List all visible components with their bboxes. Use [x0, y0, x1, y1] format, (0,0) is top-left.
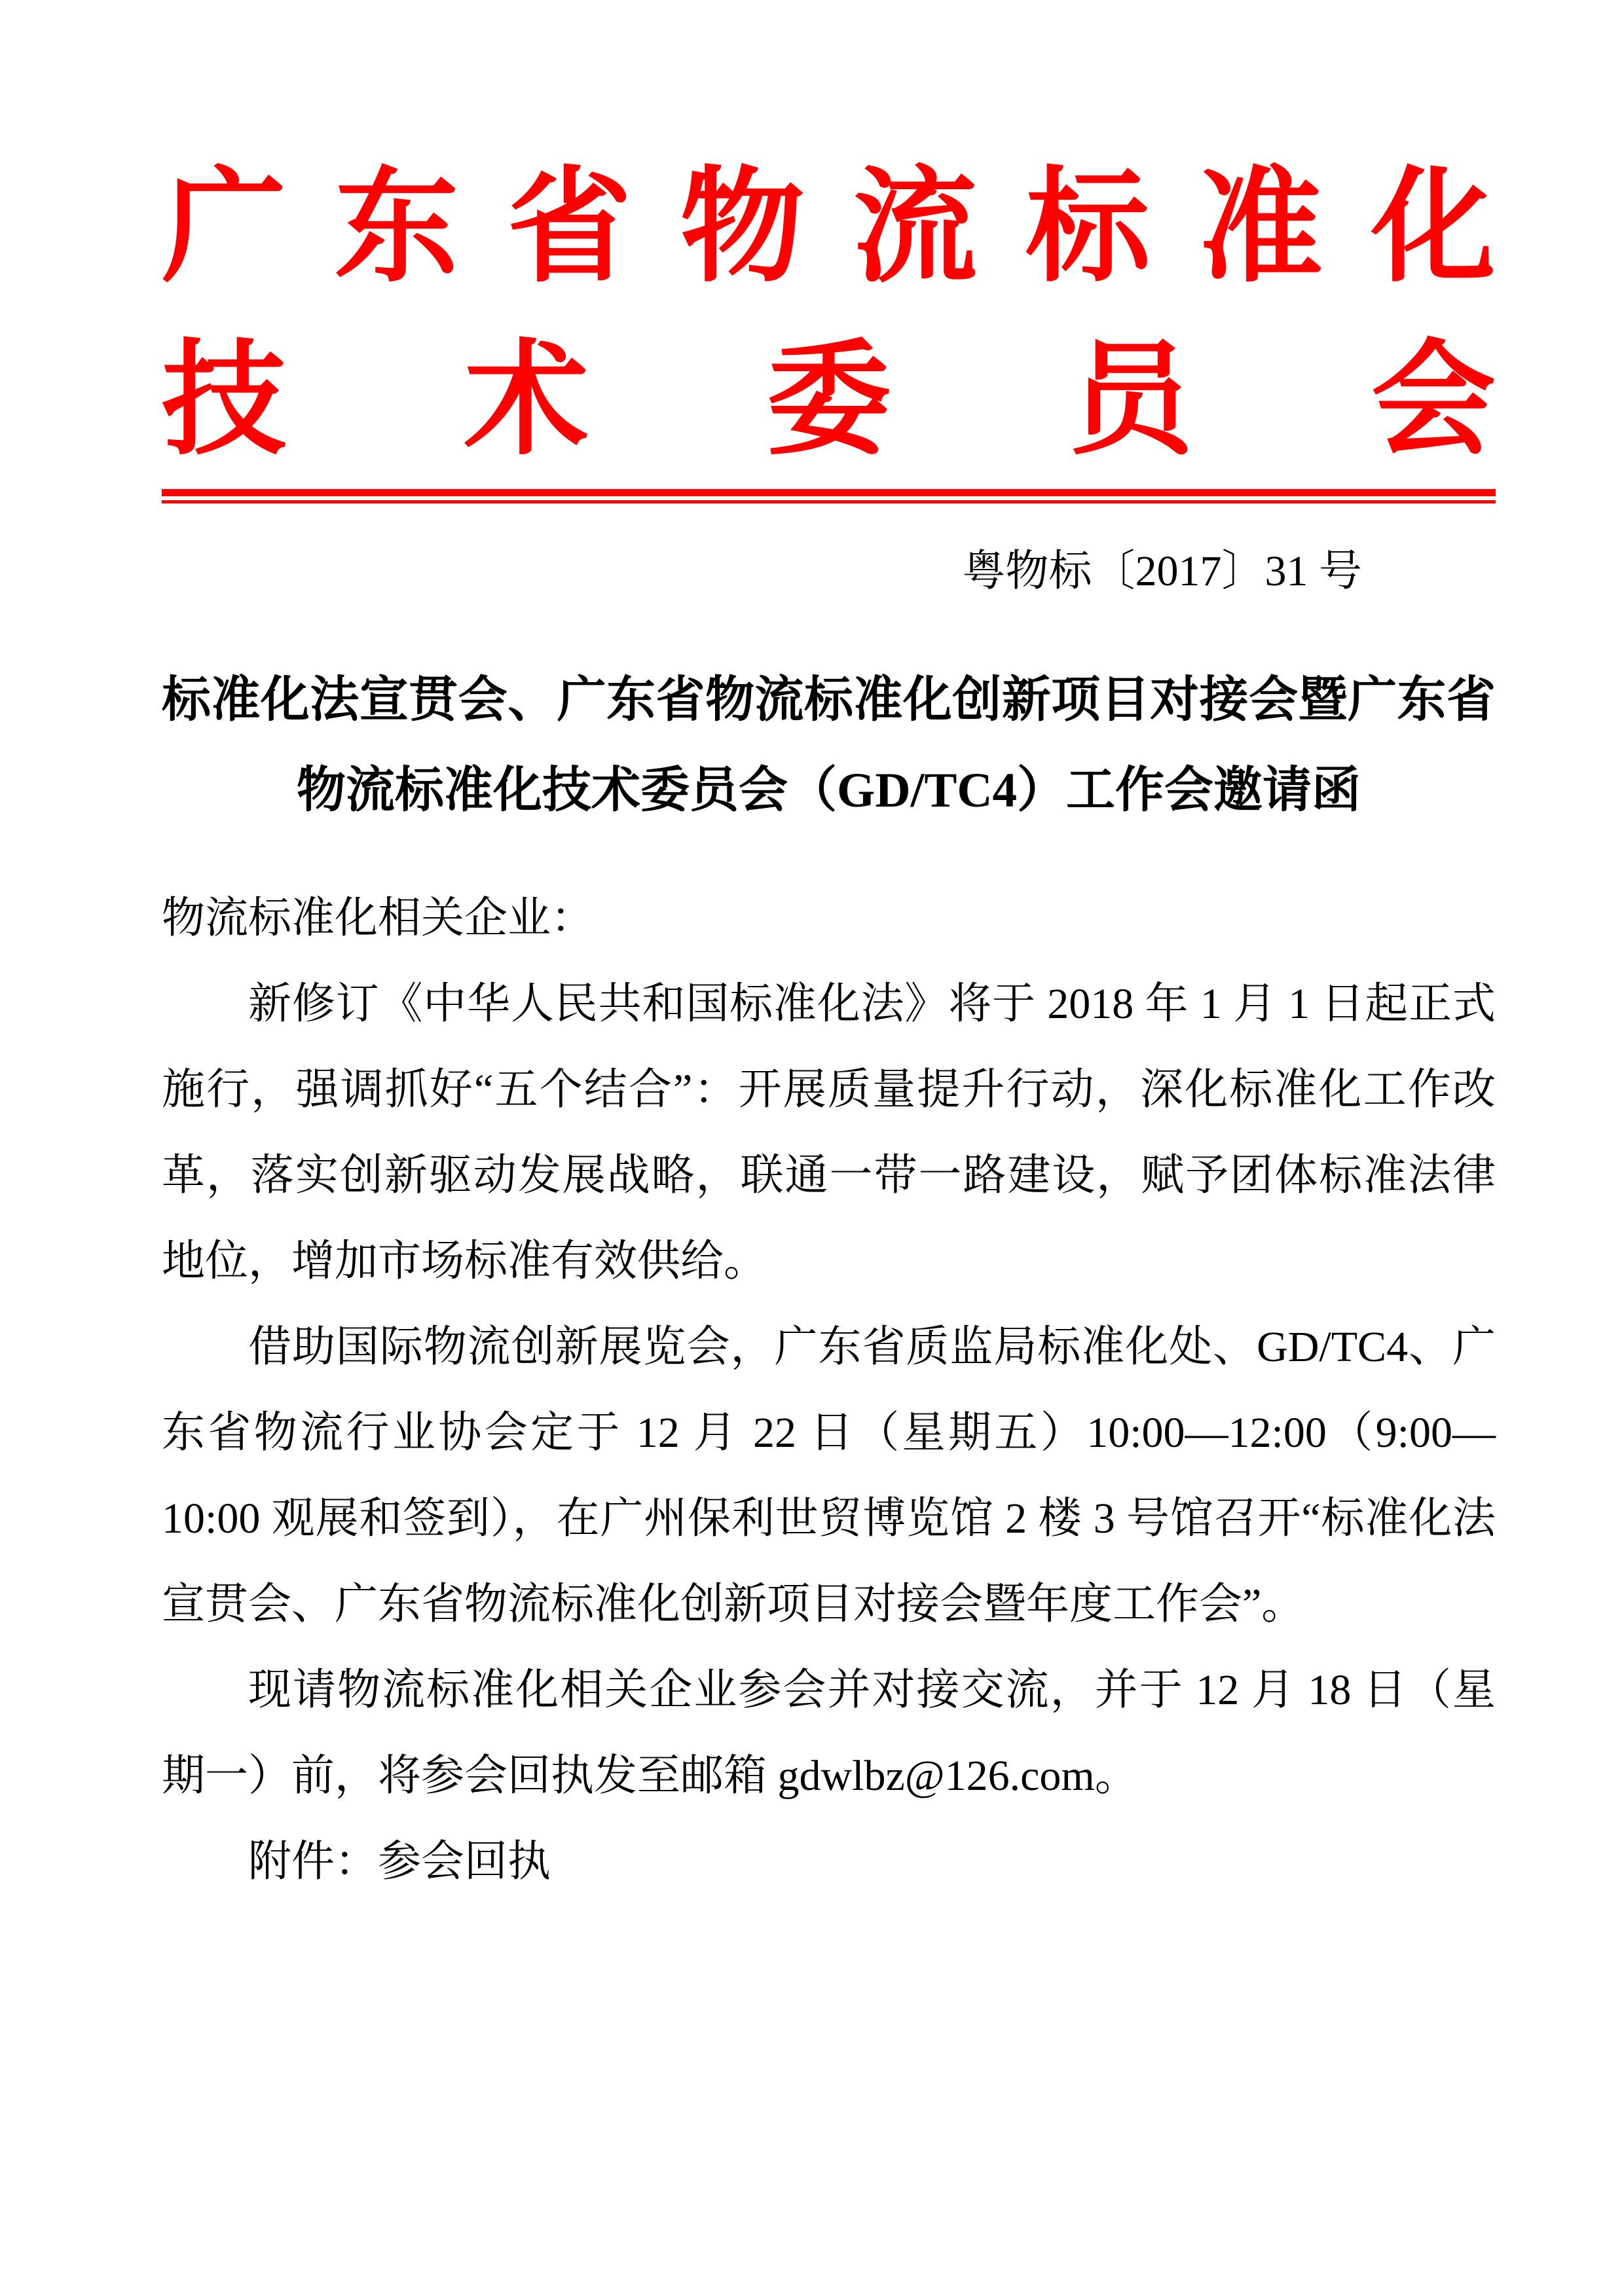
letterhead-char: 省 [507, 160, 632, 297]
letterhead-char: 术 [464, 333, 589, 470]
letterhead-char: 物 [680, 160, 805, 297]
letterhead-char: 东 [334, 160, 459, 297]
letterhead-line-2 [162, 315, 1496, 488]
letterhead-char: 技 [162, 333, 287, 470]
letterhead-char: 化 [1371, 160, 1496, 297]
letterhead-char: 流 [853, 160, 978, 297]
letterhead-char: 员 [1069, 333, 1194, 470]
letterhead-divider [162, 489, 1496, 503]
divider-thin-line [162, 500, 1496, 503]
document-body [162, 875, 1496, 1904]
letterhead-char: 委 [766, 333, 891, 470]
document-title-line-1: 标准化法宣贯会、广东省物流标准化创新项目对接会暨广东省 [162, 673, 1496, 727]
attachment-note: 附件：参会回执 [248, 1838, 551, 1886]
letterhead [162, 142, 1496, 488]
letterhead-char: 标 [1025, 160, 1151, 297]
letterhead-char: 会 [1371, 333, 1496, 470]
letterhead-char: 广 [162, 160, 287, 297]
salutation: 物流标准化相关企业： [162, 894, 594, 942]
document-title-line-2: 物流标准化技术委员会（GD/TC4）工作会邀请函 [296, 763, 1361, 818]
body-paragraph-3: 现请物流标准化相关企业参会并对接交流，并于 12 月 18 日（星期一）前，将参会回执发至邮箱 gdwlbz@126.com。 [162, 1666, 1496, 1800]
body-paragraph-2: 借助国际物流创新展览会，广东省质监局标准化处、GD/TC4、广东省物流行业协会定于 12 月 22 日（星期五）10:00—12:00（9:00—10:00 观展和签到），在广州保利世贸博览馆 2 楼 3 号馆召开“标准化法宣贯会、广东省物流标准化创新项目对接会暨年度工作会”。 [162, 1323, 1496, 1628]
body-paragraph-1: 新修订《中华人民共和国标准化法》将于 2018 年 1 月 1 日起正式施行，强调抓好“五个结合”：开展质量提升行动，深化标准化工作改革，落实创新驱动发展战略，联通一带一路建设，赋予团体标准法律地位，增加市场标准有效供给。 [162, 980, 1496, 1285]
divider-thick-line [162, 489, 1496, 496]
letterhead-char: 准 [1198, 160, 1323, 297]
letterhead-line-1 [162, 142, 1496, 315]
document-title [162, 655, 1496, 836]
document-number: 粤物标〔2017〕31 号 [962, 547, 1362, 595]
